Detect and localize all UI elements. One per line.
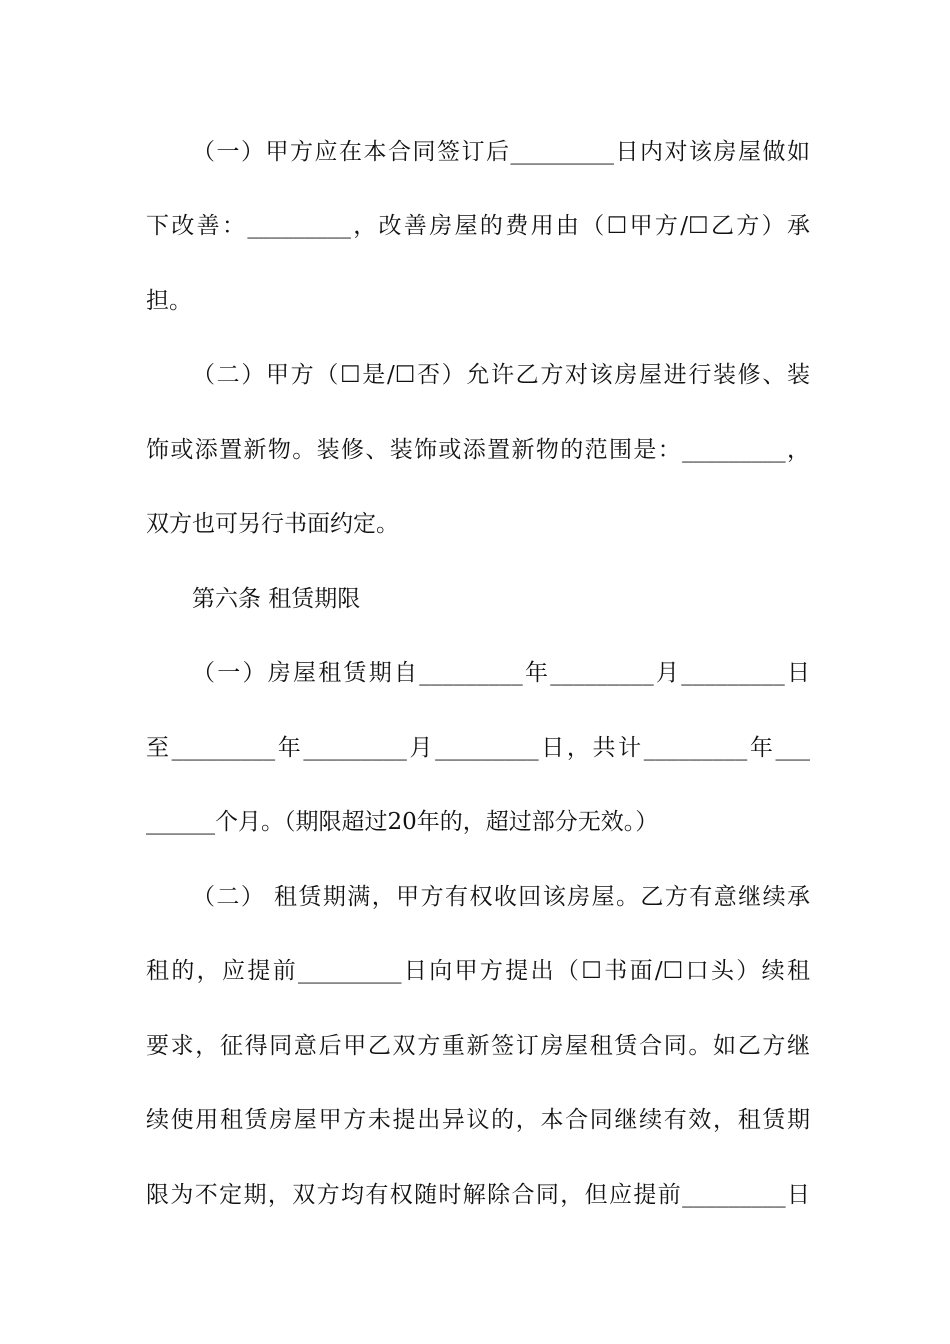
clause-6-2-line-2: 租的，应提前_________日向甲方提出（☐书面/☐口头）续租 xyxy=(146,958,810,984)
article-6-heading: 第六条 租赁期限 xyxy=(192,586,361,612)
clause-5-1-line-3: 担。 xyxy=(146,288,192,314)
clause-6-2-line-1: （二） 租赁期满，甲方有权收回该房屋。乙方有意继续承 xyxy=(192,884,810,910)
clause-6-2-line-4: 续使用租赁房屋甲方未提出异议的，本合同继续有效，租赁期 xyxy=(146,1107,810,1133)
clause-6-2-line-5: 限为不定期，双方均有权随时解除合同，但应提前_________日 xyxy=(146,1182,810,1208)
clause-6-1-line-1: （一）房屋租赁期自_________年_________月_________日 xyxy=(192,660,810,686)
clause-5-2-line-1: （二）甲方（☐是/☐否）允许乙方对该房屋进行装修、装 xyxy=(192,362,810,388)
clause-6-1-line-3: ______个月。（期限超过20年的，超过部分无效。） xyxy=(146,809,659,835)
clause-6-2-line-3: 要求，征得同意后甲乙双方重新签订房屋租赁合同。如乙方继 xyxy=(146,1033,810,1059)
clause-5-2-line-2: 饰或添置新物。装修、装饰或添置新物的范围是：_________， xyxy=(146,437,810,463)
clause-6-1-line-2: 至_________年_________月_________日，共计_________年___ xyxy=(146,735,810,761)
clause-5-1-line-1: （一）甲方应在本合同签订后_________日内对该房屋做如 xyxy=(192,139,810,165)
clause-5-2-line-3: 双方也可另行书面约定。 xyxy=(146,511,399,537)
clause-5-1-line-2: 下改善：_________，改善房屋的费用由（☐甲方/☐乙方）承 xyxy=(146,213,810,239)
